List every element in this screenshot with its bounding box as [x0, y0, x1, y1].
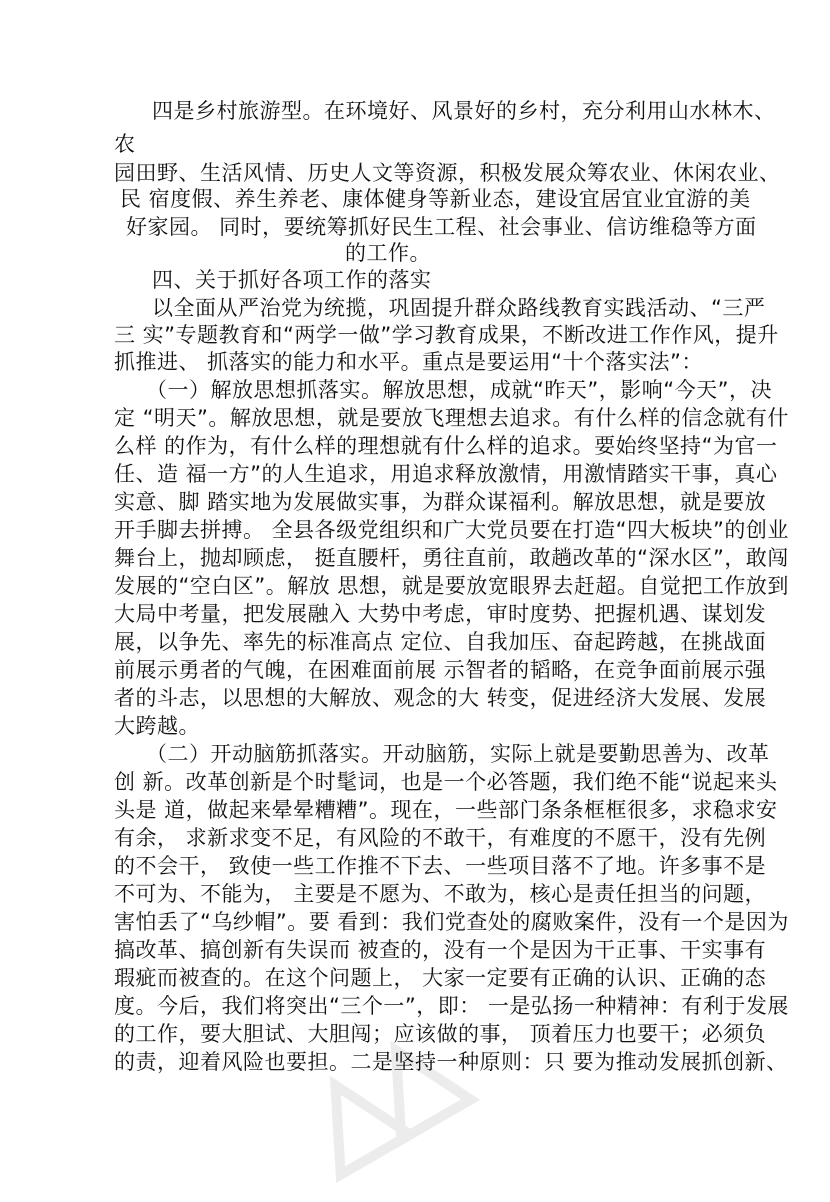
text-line: 搞改革、搞创新有失误而 被查的，没有一个是因为干正事、干实事有 — [114, 938, 767, 962]
text-line: 园田野、生活风情、历史人文等资源，积极发展众筹农业、休闲农业、 — [114, 161, 781, 185]
text-line: 不可为、不能为， 主要是不愿为、不敢为，核心是责任担当的问题， — [114, 882, 767, 906]
text-line: 度。今后，我们将突出“三个一”，即： 一是弘扬一种精神：有利于发展 — [114, 994, 789, 1018]
text-line: 有余， 求新求变不足，有风险的不敢干，有难度的不愿干，没有先例 — [114, 826, 767, 850]
text-line: 以全面从严治党为统揽，巩固提升群众路线教育实践活动、“三严 — [152, 296, 766, 320]
text-line: 大局中考量，把发展融入 大势中考虑，审时度势、把握机遇、谋划发 — [114, 602, 767, 626]
text-line: （二）开动脑筋抓落实。开动脑筋，实际上就是要勤思善为、改革 — [146, 742, 770, 766]
text-line: 害怕丢了“乌纱帽”。要 看到：我们党查处的腐败案件，没有一个是因为 — [114, 910, 789, 934]
text-line: 四、关于抓好各项工作的落实 — [152, 268, 432, 292]
text-line: 的责，迎着风险也要担。二是坚持一种原则：只 要为推动发展抓创新、 — [114, 1050, 788, 1074]
text-line: 民 宿度假、养生养老、康体健身等新业态，建设宜居宜业宜游的美 — [120, 187, 751, 211]
text-line: 瑕疵而被查的。在这个问题上， 大家一定要有正确的认识、正确的态 — [114, 966, 767, 990]
text-line: 任、造 福一方”的人生追求，用追求释放激情，用激情踏实干事，真心 — [114, 462, 778, 486]
text-line: 开手脚去拼搏。 全县各级党组织和广大党员要在打造“四大板块”的创业 — [114, 518, 789, 542]
text-line: 创 新。改革创新是个时髦词，也是一个必答题，我们绝不能“说起来头 — [114, 770, 778, 794]
text-line: 前展示勇者的气魄，在困难面前展 示智者的韬略，在竞争面前展示强 — [114, 658, 767, 682]
text-line: 舞台上，抛却顾虑， 挺直腰杆，勇往直前，敢趟改革的“深水区”，敢闯 — [114, 546, 789, 570]
text-line: 发展的“空白区”。解放 思想，就是要放宽眼界去赶超。自觉把工作放到 — [114, 574, 789, 598]
text-line: 好家园。 同时，要统筹抓好民生工程、社会事业、信访维稳等方面 — [126, 215, 757, 239]
text-line: 农 — [114, 132, 136, 156]
text-line: 四是乡村旅游型。在环境好、风景好的乡村，充分利用山水林木、 — [152, 99, 776, 123]
text-line: 头是 道，做起来晕晕糟糟”。现在，一些部门条条框框很多，求稳求安 — [114, 798, 778, 822]
text-line: 的工作，要大胆试、大胆闯；应该做的事， 顶着压力也要干；必须负 — [114, 1022, 767, 1046]
text-line: 大跨越。 — [114, 714, 200, 738]
text-line: 的工作。 — [345, 241, 431, 265]
text-line: 实意、脚 踏实地为发展做实事，为群众谋福利。解放思想，就是要放 — [114, 490, 767, 514]
text-line: 三 实”专题教育和“两学一做”学习教育成果，不断改进工作作风，提升 — [114, 323, 779, 347]
text-line: 抓推进、 抓落实的能力和水平。重点是要运用“十个落实法”： — [114, 350, 703, 374]
text-line: （一）解放思想抓落实。解放思想，成就“昨天”，影响“今天”，决 — [146, 378, 773, 402]
text-line: 展，以争先、率先的标准高点 定位、自我加压、奋起跨越，在挑战面 — [114, 630, 767, 654]
text-line: 的不会干， 致使一些工作推不下去、一些项目落不了地。许多事不是 — [114, 854, 767, 878]
text-line: 么样 的作为，有什么样的理想就有什么样的追求。要始终坚持“为官一 — [114, 434, 778, 458]
text-line: 者的斗志，以思想的大解放、观念的大 转变，促进经济大发展、发展 — [114, 686, 767, 710]
text-line: 定 “明天”。解放思想，就是要放飞理想去追求。有什么样的信念就有什 — [114, 406, 789, 430]
